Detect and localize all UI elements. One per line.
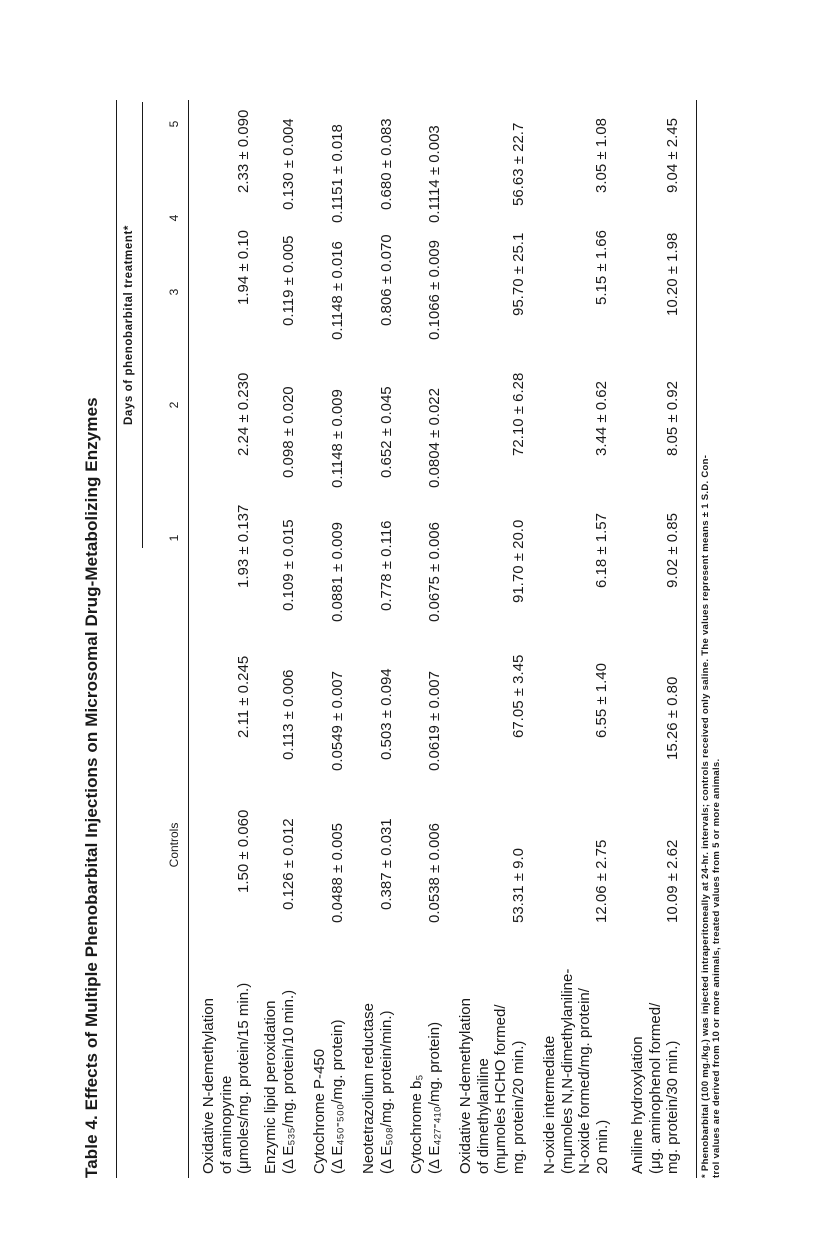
column-header-day-4: 4	[167, 214, 181, 222]
cell-r6-day3: 72.10 ± 6.28	[510, 372, 527, 456]
cell-r7-day3: 3.44 ± 0.62	[593, 381, 610, 456]
top-rule	[116, 100, 117, 1178]
cell-r6-day4: 95.70 ± 25.1	[510, 232, 527, 316]
cell-r2-controls: 0.126 ± 0.012	[280, 818, 297, 910]
row-label-aminopyrine-demethylation: Oxidative N-demethylation of aminopyrine (μmoles/mg. protein/15 min.)	[200, 982, 252, 1174]
cell-r2-day4: 0.119 ± 0.005	[280, 235, 297, 326]
cell-r3-day3: 0.1148 ± 0.009	[329, 389, 346, 488]
cell-r7-day1: 6.55 ± 1.40	[593, 663, 610, 738]
column-header-day-5: 5	[167, 120, 181, 128]
row-label-aniline-hydroxylation: Aniline hydroxylation (μg. aminophenol formed/ mg. protein/30 min.)	[629, 1002, 681, 1174]
cell-r5-day2: 0.0675 ± 0.006	[426, 522, 443, 622]
days-spanner-heading: Days of phenobarbital treatment*	[123, 224, 135, 426]
row-label-cytochrome-p450: Cytochrome P-450 (Δ E₄₅₀-₅₀₀/mg. protein)	[311, 1019, 346, 1174]
cell-r5-day1: 0.0619 ± 0.007	[426, 671, 443, 771]
cell-r6-day5: 56.63 ± 22.7	[510, 122, 527, 206]
row-label-dimethylaniline-demethylation: Oxidative N-demethylation of dimethylaniline (mμmoles HCHO formed/ mg. protein/20 min.)	[457, 998, 527, 1174]
cell-r6-day1: 67.05 ± 3.45	[510, 654, 527, 738]
cell-r8-day4: 10.20 ± 1.98	[664, 232, 681, 316]
table-footnote: * Phenobarbital (100 mg./kg.) was injected intraperitoneally at 24-hr. intervals; controls received only saline. The values represent means ± 1 S.D. Con- trol values are derived from 10 or more animals, treated values from 5 or more animals.	[700, 454, 722, 1178]
cell-r4-day3: 0.652 ± 0.045	[378, 386, 395, 478]
cell-r4-day5: 0.680 ± 0.083	[378, 118, 395, 210]
cell-r1-controls: 1.50 ± 0.060	[235, 809, 252, 893]
cell-r2-day3: 0.098 ± 0.020	[280, 386, 297, 478]
table-title: Table 4. Effects of Multiple Phenobarbital Injections on Microsomal Drug-Metabolizing Enzymes	[82, 397, 101, 1178]
bottom-rule	[696, 100, 697, 1178]
cell-r1-day2: 1.93 ± 0.137	[235, 504, 252, 588]
cell-r5-day4: 0.1066 ± 0.009	[426, 240, 443, 340]
cell-r4-controls: 0.387 ± 0.031	[378, 818, 395, 910]
row-label-n-oxide-intermediate: N-oxide intermediate (mμmoles N,N-dimethylaniline- N-oxide formed/mg. protein/ 20 min.)	[541, 968, 611, 1174]
cell-r5-day3: 0.0804 ± 0.022	[426, 388, 443, 488]
cell-r3-controls: 0.0488 ± 0.005	[329, 823, 346, 923]
column-header-controls: Controls	[167, 822, 181, 868]
cell-r4-day2: 0.778 ± 0.116	[378, 520, 395, 611]
cell-r1-day4: 1.94 ± 0.10	[235, 230, 252, 305]
cell-r3-day4: 0.1148 ± 0.016	[329, 241, 346, 340]
cell-r6-controls: 53.31 ± 9.0	[510, 848, 527, 923]
cell-r2-day1: 0.113 ± 0.006	[280, 669, 297, 760]
cell-r7-day5: 3.05 ± 1.08	[593, 118, 610, 193]
rotated-table-page	[78, 100, 722, 1178]
cell-r7-controls: 12.06 ± 2.75	[593, 839, 610, 923]
header-rule	[188, 100, 189, 1178]
row-label-lipid-peroxidation: Enzymic lipid peroxidation (Δ E₅₃₅/mg. protein/10 min.)	[262, 989, 297, 1174]
cell-r3-day1: 0.0549 ± 0.007	[329, 671, 346, 771]
cell-r3-day2: 0.0881 ± 0.009	[329, 522, 346, 622]
cell-r8-day1: 15.26 ± 0.80	[664, 676, 681, 760]
cell-r7-day4: 5.15 ± 1.66	[593, 230, 610, 305]
column-header-day-1: 1	[167, 534, 181, 542]
row-label-neotetrazolium-reductase: Neotetrazolium reductase (Δ E₅₀₈/mg. protein/min.)	[360, 1003, 395, 1174]
row-label-cytochrome-b5: Cytochrome b₅ (Δ E₄₂₇-₄₁₀/mg. protein)	[408, 1021, 443, 1174]
cell-r8-day2: 9.02 ± 0.85	[664, 513, 681, 588]
cell-r8-day3: 8.05 ± 0.92	[664, 381, 681, 456]
cell-r4-day1: 0.503 ± 0.094	[378, 668, 395, 760]
cell-r7-day2: 6.18 ± 1.57	[593, 513, 610, 588]
column-header-day-3: 3	[167, 288, 181, 296]
cell-r5-controls: 0.0538 ± 0.006	[426, 823, 443, 923]
cell-r5-day5: 0.1114 ± 0.003	[426, 125, 443, 223]
cell-r8-controls: 10.09 ± 2.62	[664, 839, 681, 923]
cell-r1-day5: 2.33 ± 0.090	[235, 109, 252, 193]
cell-r4-day4: 0.806 ± 0.070	[378, 234, 395, 326]
cell-r8-day5: 9.04 ± 2.45	[664, 118, 681, 193]
cell-r1-day3: 2.24 ± 0.230	[235, 372, 252, 456]
cell-r2-day2: 0.109 ± 0.015	[280, 519, 297, 611]
cell-r3-day5: 0.1151 ± 0.018	[329, 124, 346, 223]
column-header-day-2: 2	[167, 401, 181, 409]
cell-r6-day2: 91.70 ± 20.0	[510, 519, 527, 603]
cell-r2-day5: 0.130 ± 0.004	[280, 118, 297, 210]
cell-r1-day1: 2.11 ± 0.245	[235, 655, 252, 738]
days-spanner-rule	[142, 102, 143, 548]
